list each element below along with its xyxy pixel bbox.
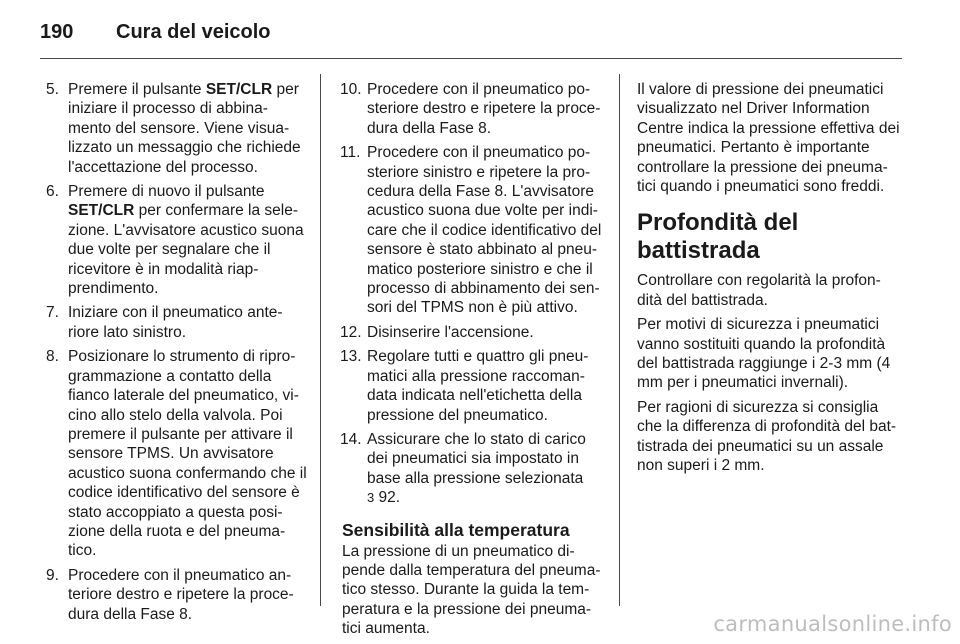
step-text: Premere il pulsante <box>68 81 206 98</box>
column-divider-1 <box>320 74 321 606</box>
heading-tread-depth: Profondità del battistrada <box>637 209 799 265</box>
step-text: Disinserire l'accensione. <box>367 323 534 341</box>
step-12 <box>342 323 604 342</box>
section-title: Cura del veicolo <box>116 21 271 43</box>
step-text: Assicurare che lo stato di carico dei pneumatici sia impostato in base alla pressione selezionata <box>367 430 586 487</box>
step-11 <box>342 143 604 318</box>
subheading-temperature: Sensibilità alla temperatura <box>342 519 570 540</box>
column-3 <box>637 80 905 481</box>
step-number: 6. <box>46 183 59 201</box>
page-header <box>40 18 902 54</box>
watermark: carmanualsonline.info <box>713 612 952 636</box>
step-text: Premere di nuovo il pulsante <box>68 183 265 201</box>
step-number: 10. <box>340 81 362 98</box>
step-text: Procedere con il pneumatico po-steriore destro e ripetere la proce-dura della Fase 8. <box>367 81 601 137</box>
paragraph: La pressione di un pneumatico di-pende dalla temperatura del pneuma-tico stesso. Durante la guida la tem-peratura e la pressione dei pneuma-tici aumenta. <box>342 542 601 638</box>
step-text: Procedere con il pneumatico po-steriore sinistro e ripetere la pro-cedura della Fase 8. L'avvisatore acustico suona due volte per indi-care che il codice identificativo del sensore è stato abbinato al pneu-matico posteriore sinistro e che il processo di abbinamento dei sen-sori del TPMS non è più attivo. <box>367 144 602 317</box>
step-text: Regolare tutti e quattro gli pneu-matici alla pressione raccoman-data indicata nell'etichetta della pressione del pneumatico. <box>367 348 589 424</box>
step-keyword: SET/CLR <box>205 81 273 98</box>
step-14 <box>342 430 604 508</box>
step-7 <box>46 303 308 342</box>
page-number: 190 <box>40 21 74 43</box>
step-number: 8. <box>46 348 59 366</box>
step-number: 5. <box>46 81 59 98</box>
step-keyword: SET/CLR <box>68 202 135 220</box>
step-number: 12. <box>340 323 362 341</box>
paragraph: Controllare con regolarità la profon-dità del battistrada. <box>637 272 881 309</box>
column-1 <box>46 80 308 629</box>
step-10 <box>342 80 604 138</box>
step-number: 9. <box>46 566 59 584</box>
step-text: per iniziare il processo di abbina-mento del sensore. Viene visua-lizzato un messaggio che richiede l'accettazione del processo. <box>68 81 301 176</box>
paragraph: Per ragioni di sicurezza si consiglia che la differenza di profondità del bat-tistrada dei pneumatici su un assale non superi i 2 mm. <box>637 398 897 475</box>
step-8 <box>46 347 308 560</box>
step-13 <box>342 347 604 425</box>
page-reference-arrow-icon: 3 <box>367 490 375 506</box>
step-text: Posizionare lo strumento di ripro-grammazione a contatto della fianco laterale del pneumatico, vi-cino allo stelo della valvola. Poi premere il pulsante per attivare il sensore TPMS. Un avvisatore acustico suona confermando che il codice identificativo del sensore è stato accoppiato a questa posi-zione della ruota e del pneuma-tico. <box>68 348 307 560</box>
step-list <box>46 80 308 624</box>
step-text: Iniziare con il pneumatico ante-riore lato sinistro. <box>68 304 283 341</box>
step-9 <box>46 566 308 624</box>
intro-paragraph: Il valore di pressione dei pneumatici visualizzato nel Driver Information Centre indica la pressione effettiva dei pneumatici. Pertanto è importante controllare la pressione dei pneuma-tici quando i pneumatici sono freddi. <box>637 81 900 196</box>
step-number: 13. <box>340 348 362 366</box>
column-2 <box>342 80 604 644</box>
header-divider <box>40 58 902 59</box>
step-6 <box>46 182 308 298</box>
step-number: 14. <box>340 430 362 448</box>
column-divider-2 <box>619 74 620 606</box>
step-number: 7. <box>46 304 59 322</box>
step-list <box>342 80 604 508</box>
page-reference-link[interactable]: 92. <box>378 489 401 507</box>
paragraph: Per motivi di sicurezza i pneumatici vanno sostituiti quando la profondità del battistrada raggiunge i 2-3 mm (4 mm per i pneumatici invernali). <box>637 316 891 392</box>
step-text: Procedere con il pneumatico an-teriore destro e ripetere la proce-dura della Fase 8. <box>68 566 294 623</box>
step-number: 11. <box>340 144 361 162</box>
step-text: per confermare la sele-zione. L'avvisatore acustico suona due volte per segnalare che il ricevitore è in modalità riap-prendimento. <box>68 202 304 298</box>
step-5 <box>46 80 308 177</box>
